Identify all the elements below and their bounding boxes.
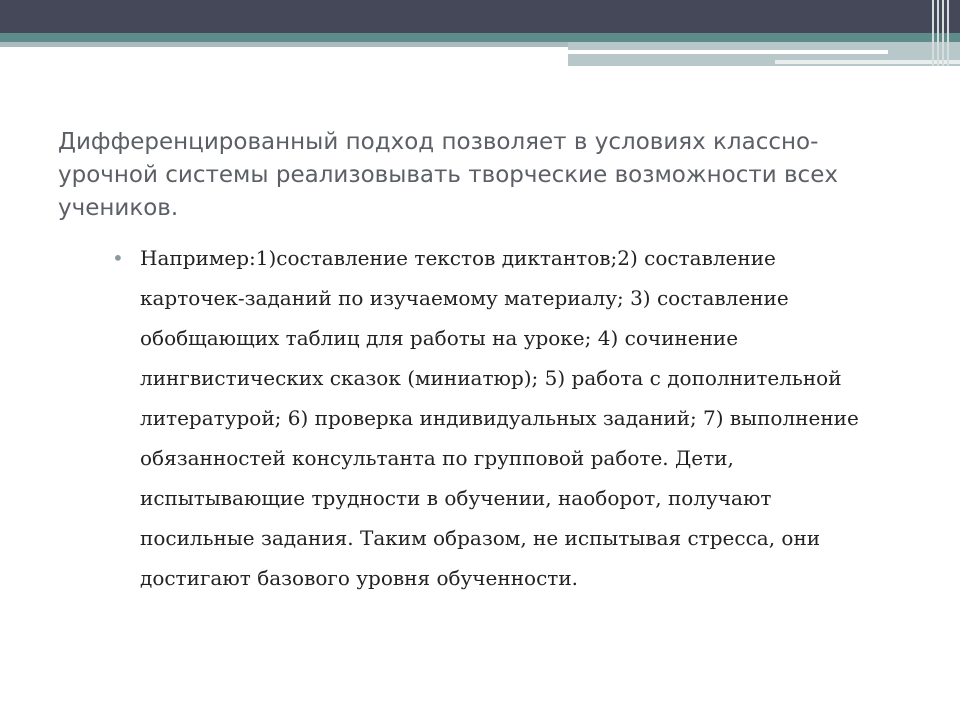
- slide-title: Дифференцированный подход позволяет в условиях классно-урочной системы реализовывать творческие возможности всех учеников.: [58, 129, 838, 221]
- header-accent-line: [568, 50, 888, 54]
- header-vertical-lines: [932, 0, 950, 66]
- bullet-item: [108, 238, 868, 598]
- header-band-teal: [0, 33, 960, 42]
- bullet-marker: •: [112, 246, 124, 270]
- header-band-gray: [0, 42, 568, 47]
- bullet-text: Например:1)составление текстов диктантов;2) составление карточек-заданий по изучаемому материалу; 3) составление обобщающих таблиц для работы на уроке; 4) сочинение лингвистических сказок (миниатюр); 5) работа с дополнительной литературой; 6) проверка индивидуальных заданий; 7) выполнение обязанностей консультанта по групповой работе. Дети, испытывающие трудности в обучении, наоборот, получают посильные задания. Таким образом, не испытывая стресса, они достигают базового уровня обученности.: [140, 246, 859, 590]
- header-band-dark: [0, 0, 960, 33]
- slide-body: [108, 238, 868, 598]
